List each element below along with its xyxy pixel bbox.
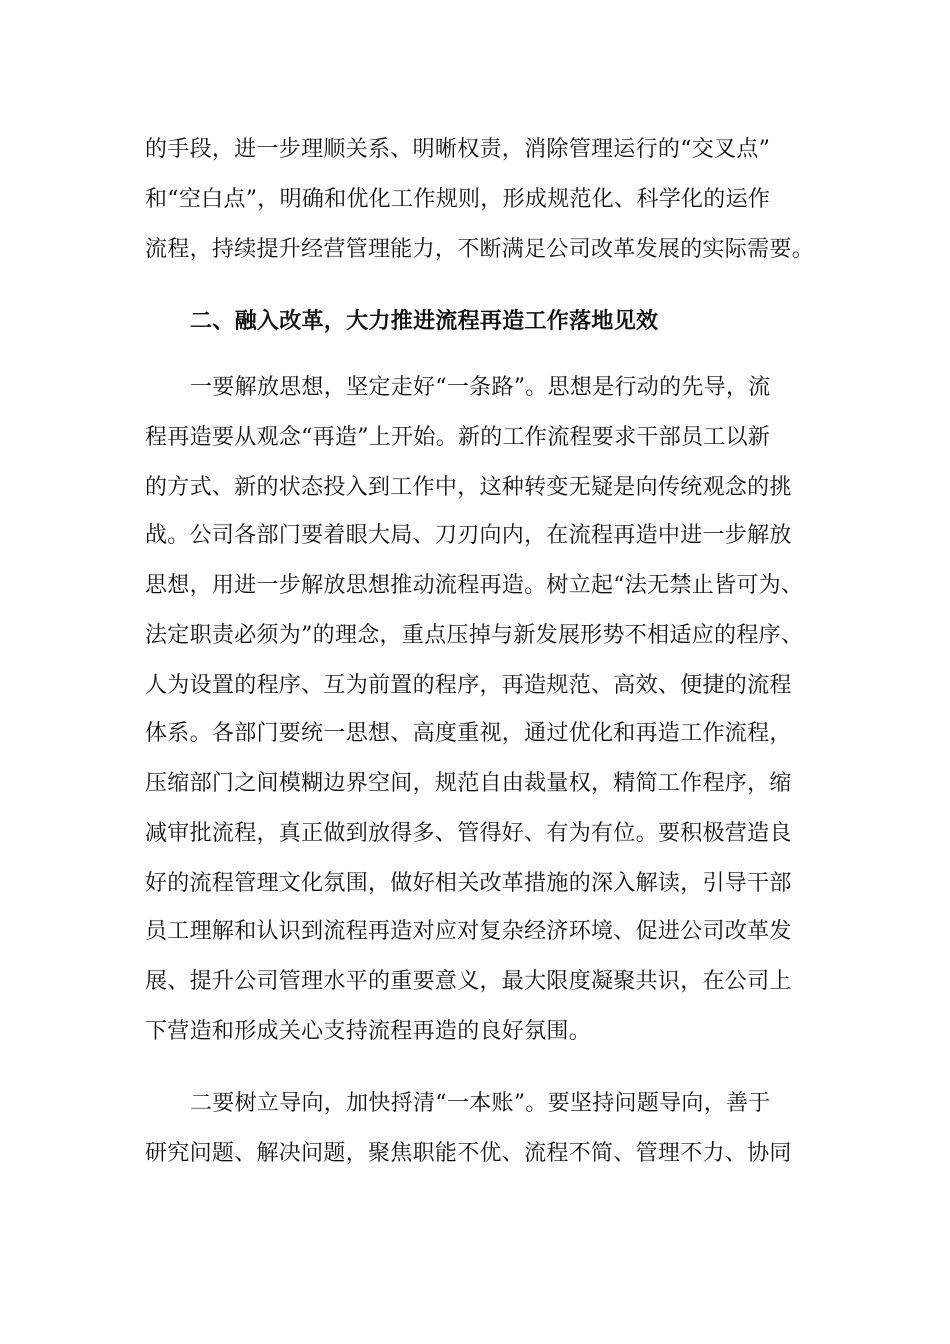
text-line: 体系。各部门要统一思想、高度重视，通过优化和再造工作流程， bbox=[145, 721, 792, 746]
text-line: 下营造和形成关心支持流程再造的良好氛围。 bbox=[145, 1019, 592, 1044]
text-line: 和“空白点”，明确和优化工作规则，形成规范化、科学化的运作 bbox=[145, 187, 771, 212]
text-line: 人为设置的程序、互为前置的程序，再造规范、高效、便捷的流程 bbox=[145, 673, 792, 698]
text-line: 程再造要从观念“再造”上开始。新的工作流程要求干部员工以新 bbox=[145, 425, 771, 450]
section-heading: 二、融入改革，大力推进流程再造工作落地见效 bbox=[190, 309, 659, 334]
text-line: 一要解放思想，坚定走好“一条路”。思想是行动的先导，流 bbox=[190, 375, 771, 400]
text-line: 展、提升公司管理水平的重要意义，最大限度凝聚共识，在公司上 bbox=[145, 969, 792, 994]
text-line: 流程，持续提升经营管理能力，不断满足公司改革发展的实际需要。 bbox=[145, 237, 815, 262]
text-line: 压缩部门之间模糊边界空间，规范自由裁量权，精简工作程序，缩 bbox=[145, 771, 792, 796]
text-line: 好的流程管理文化氛围，做好相关改革措施的深入解读，引导干部 bbox=[145, 871, 792, 896]
text-line: 二要树立导向，加快捋清“一本账”。要坚持问题导向，善于 bbox=[190, 1091, 771, 1116]
text-line: 战。公司各部门要着眼大局、刀刃向内，在流程再造中进一步解放 bbox=[145, 523, 792, 548]
text-line: 思想，用进一步解放思想推动流程再造。树立起“法无禁止皆可为、 bbox=[145, 573, 804, 598]
text-line: 的手段，进一步理顺关系、明晰权责，消除管理运行的“交叉点” bbox=[145, 137, 771, 162]
text-line: 的方式、新的状态投入到工作中，这种转变无疑是向传统观念的挑 bbox=[145, 475, 792, 500]
text-line: 员工理解和认识到流程再造对应对复杂经济环境、促进公司改革发 bbox=[145, 919, 792, 944]
text-line: 法定职责必须为”的理念，重点压掉与新发展形势不相适应的程序、 bbox=[145, 623, 804, 648]
text-line: 研究问题、解决问题，聚焦职能不优、流程不简、管理不力、协同 bbox=[145, 1141, 792, 1166]
text-line: 减审批流程，真正做到放得多、管得好、有为有位。要积极营造良 bbox=[145, 821, 792, 846]
